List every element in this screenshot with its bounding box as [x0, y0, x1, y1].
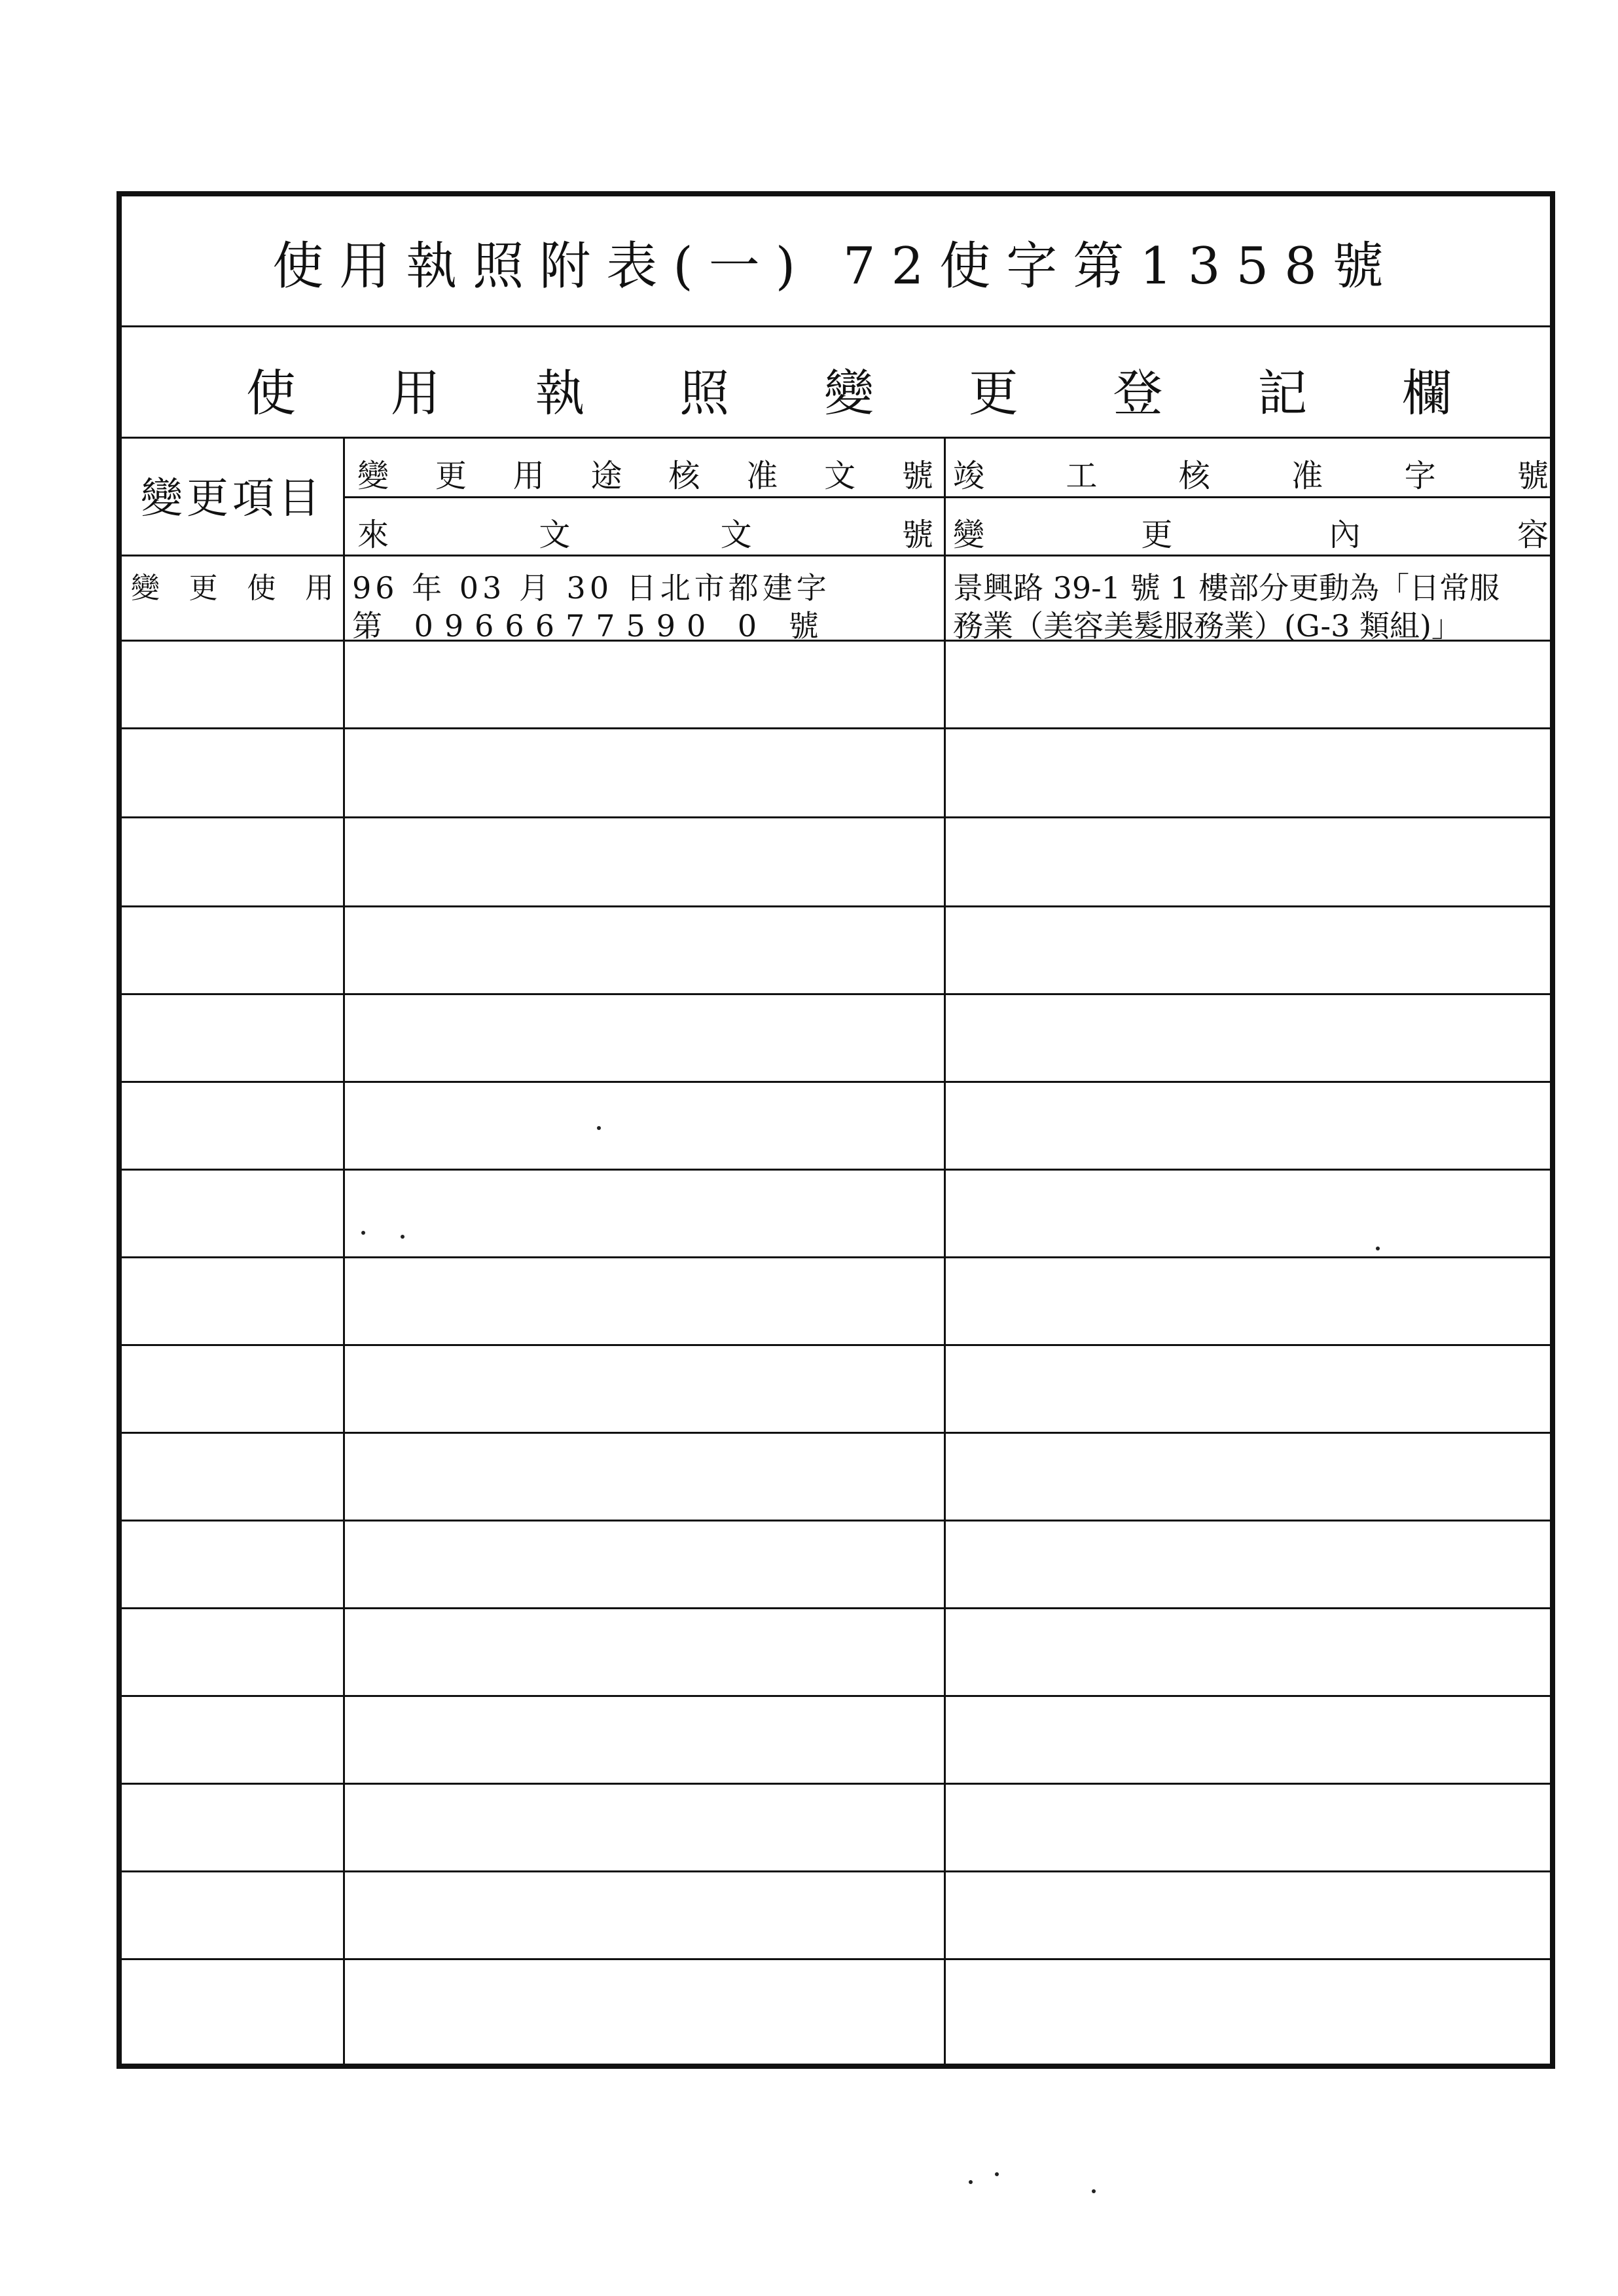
- table-row: [122, 818, 1550, 907]
- change-item-header: 變更項目: [141, 475, 324, 523]
- incoming-doc-no-header: 來 文 文 號: [357, 517, 933, 553]
- table-row: [122, 1522, 1550, 1609]
- table-row: [122, 1697, 1550, 1785]
- heading-char: 記: [1257, 364, 1308, 422]
- approval-doc-no-header: 變 更 用 途 核 准 文 號: [357, 458, 933, 494]
- table-row: [122, 907, 1550, 995]
- table-row: [122, 729, 1550, 818]
- form-frame: [117, 191, 1555, 2069]
- column-divider: [343, 556, 345, 640]
- table-row: [122, 642, 1550, 729]
- header-split-line: [343, 496, 1550, 498]
- table-row: [122, 1872, 1550, 1960]
- change-content-header: 變 更 內 容: [953, 517, 1549, 553]
- heading-char: 變: [824, 364, 874, 422]
- table-row: [122, 1171, 1550, 1258]
- document-title: 使用執照附表(一) 72使字第1358號: [272, 237, 1399, 296]
- title-row: [122, 196, 1550, 327]
- heading-char: 更: [968, 364, 1018, 422]
- table-row: [122, 995, 1550, 1083]
- scan-speck: [597, 1126, 601, 1130]
- table-row: [122, 1609, 1550, 1697]
- column-divider: [944, 556, 946, 640]
- scan-speck: [969, 2180, 973, 2184]
- table-row: [122, 1346, 1550, 1434]
- section-heading: [246, 354, 1452, 425]
- change-content-line-1: 景興路 39-1 號 1 樓部分更動為「日常服: [953, 570, 1500, 606]
- doc-no-line-2: 第 0966677590 0 號: [352, 608, 830, 644]
- heading-char: 登: [1113, 364, 1163, 422]
- completion-approval-no-header: 竣 工 核 准 字 號: [953, 458, 1549, 494]
- heading-char: 用: [390, 364, 440, 422]
- scan-speck: [361, 1231, 365, 1235]
- change-content-line-2: 務業（美容美髮服務業）(G-3 類組)」: [953, 608, 1462, 644]
- table-header: [122, 439, 1550, 556]
- heading-char: 欄: [1402, 364, 1452, 422]
- change-item-cell: 變 更 使 用: [131, 572, 334, 605]
- table-row: [122, 556, 1550, 642]
- scan-speck: [995, 2172, 999, 2176]
- doc-no-line-1: 96 年 03 月 30 日北市都建字: [352, 570, 831, 606]
- scan-speck: [1092, 2189, 1096, 2193]
- table-row: [122, 1434, 1550, 1522]
- scan-speck: [401, 1235, 404, 1239]
- heading-char: 照: [679, 364, 730, 422]
- scan-speck: [1376, 1247, 1380, 1250]
- empty-rows: [122, 642, 1550, 2064]
- heading-char: 執: [535, 364, 585, 422]
- table-row: [122, 1785, 1550, 1872]
- table-row: [122, 1258, 1550, 1346]
- table-row: [122, 1083, 1550, 1171]
- subtitle-row: [122, 327, 1550, 439]
- heading-char: 使: [246, 364, 296, 422]
